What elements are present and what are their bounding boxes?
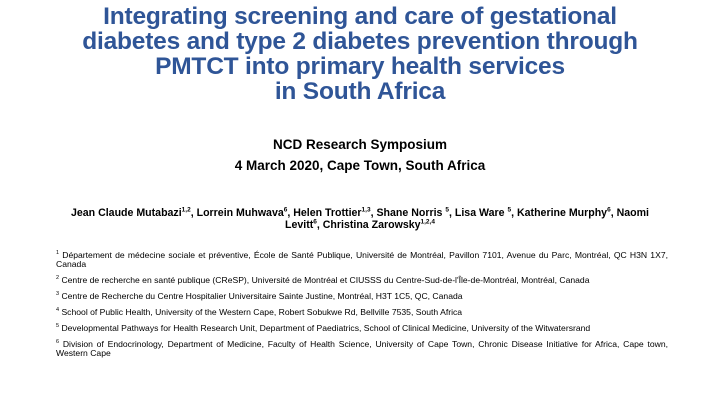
author-affil-ref: 1,2 bbox=[181, 206, 191, 214]
author-separator: , bbox=[449, 207, 455, 219]
affiliation-number: 2 bbox=[56, 275, 60, 282]
affiliation-number: 4 bbox=[56, 307, 60, 314]
slide-title-line: diabetes and type 2 diabetes prevention through bbox=[82, 28, 638, 55]
author-name: Christina Zarowsky bbox=[322, 218, 421, 231]
affiliation-number: 1 bbox=[56, 250, 60, 257]
author-affil-ref: 6 bbox=[313, 217, 317, 225]
author-affil-ref: 5 bbox=[445, 206, 449, 214]
author-list bbox=[60, 208, 660, 231]
affiliation-text: School of Public Health, University of the Western Cape, Robert Sobukwe Rd, Bellville 7535, South Africa bbox=[59, 307, 463, 317]
affiliation-list bbox=[56, 251, 668, 365]
author bbox=[455, 207, 517, 219]
affiliation-text: Developmental Pathways for Health Research Unit, Department of Paediatrics, School of Clinical Medicine, University of the Witwatersrand bbox=[59, 323, 591, 333]
author-separator: , bbox=[511, 207, 518, 219]
author-name: Naomi Levitt bbox=[285, 207, 649, 231]
author-affil-ref: 6 bbox=[607, 206, 611, 214]
author-name: Lorrein Muhwava bbox=[196, 207, 284, 219]
author bbox=[293, 207, 376, 219]
author-name: Katherine Murphy bbox=[517, 207, 608, 219]
author-affil-ref: 1,2,4 bbox=[420, 217, 435, 225]
affiliation-number: 5 bbox=[56, 323, 60, 330]
affiliation bbox=[56, 340, 668, 358]
author bbox=[323, 219, 435, 231]
author-separator: , bbox=[316, 218, 323, 231]
affiliation-text: Division of Endocrinology, Department of Medicine, Faculty of Health Science, University of Cape Town, Chronic Disease Initiative for Africa, Cape town, Western Cape bbox=[56, 339, 668, 358]
author bbox=[376, 207, 454, 219]
event-date-place: 4 March 2020, Cape Town, South Africa bbox=[234, 158, 486, 173]
slide-title-line: PMTCT into primary health services bbox=[155, 53, 565, 80]
event-name: NCD Research Symposium bbox=[272, 137, 448, 152]
author-affil-ref: 6 bbox=[283, 206, 288, 214]
author bbox=[197, 207, 294, 219]
author-separator: , bbox=[287, 207, 294, 219]
author bbox=[71, 207, 197, 219]
slide-title-line: Integrating screening and care of gestational bbox=[103, 3, 617, 30]
affiliation bbox=[56, 324, 668, 333]
author-affil-ref: 5 bbox=[507, 206, 512, 214]
author-separator: , bbox=[370, 207, 377, 219]
affiliation bbox=[56, 251, 668, 269]
slide-title bbox=[30, 4, 690, 104]
affiliation bbox=[56, 308, 668, 317]
affiliation-number: 6 bbox=[56, 339, 60, 346]
author-name: Shane Norris bbox=[376, 207, 446, 219]
affiliation-text: Département de médecine sociale et préventive, École de Santé Publique, Université de Montréal, Pavillon 7101, Avenue du Parc, Montréal, QC H3N 1X7, Canada bbox=[56, 250, 668, 269]
affiliation-number: 3 bbox=[56, 291, 60, 298]
affiliation bbox=[56, 276, 668, 285]
affiliation bbox=[56, 292, 668, 301]
author-name: Lisa Ware bbox=[454, 207, 508, 219]
author-separator: , bbox=[610, 207, 617, 219]
slide-title-line: in South Africa bbox=[274, 78, 446, 105]
author-separator: , bbox=[190, 207, 197, 219]
affiliation-text: Centre de Recherche du Centre Hospitalier Universitaire Sainte Justine, Montréal, H3T 1C5, QC, Canada bbox=[59, 291, 463, 301]
author-name: Helen Trottier bbox=[293, 207, 362, 219]
author bbox=[517, 207, 617, 219]
affiliation-text: Centre de recherche en santé publique (CReSP), Université de Montréal et CIUSSS du Centre-Sud-de-l'Île-de-Montréal, Montréal, Canada bbox=[59, 275, 590, 285]
author-affil-ref: 1,3 bbox=[361, 206, 371, 214]
author-name: Jean Claude Mutabazi bbox=[71, 207, 182, 219]
